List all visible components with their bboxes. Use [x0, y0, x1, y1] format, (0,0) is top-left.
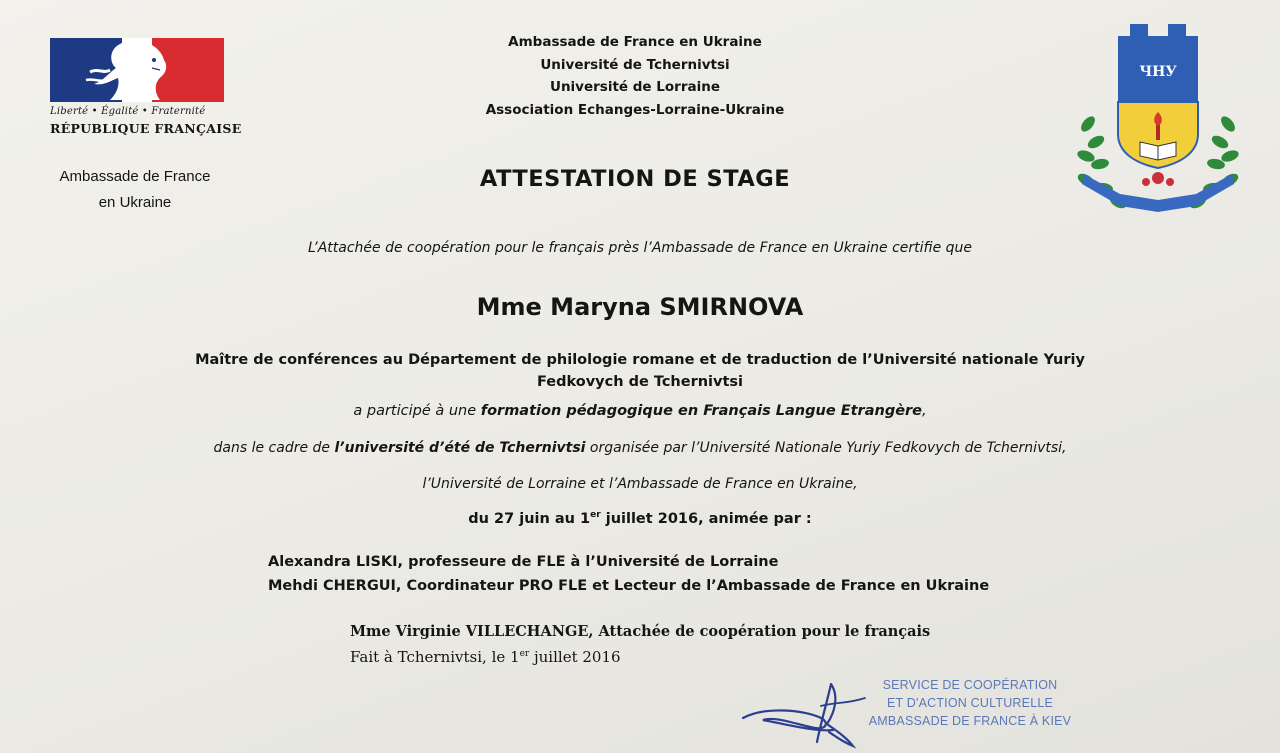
- document-title: ATTESTATION DE STAGE: [479, 166, 791, 192]
- dates-suffix: juillet 2016, animée par :: [600, 510, 812, 527]
- embassy-label: [40, 164, 230, 216]
- recipient-name: Mme Maryna SMIRNOVA: [476, 293, 804, 321]
- signature-icon: [735, 676, 925, 753]
- institution-item: Ambassade de France en Ukraine: [508, 34, 762, 50]
- republic-motto: Liberté • Égalité • Fraternité: [50, 106, 206, 117]
- training-name: formation pédagogique en Français Langue Etrangère: [480, 403, 923, 419]
- republique-francaise-logo: [50, 38, 242, 136]
- place-prefix: Fait à Tchernivtsi, le 1: [350, 648, 520, 666]
- place-and-date: [350, 648, 621, 666]
- trainer-item: Alexandra LISKI, professeure de FLE à l’Université de Lorraine: [268, 554, 779, 570]
- dates-prefix: du 27 juin au 1: [468, 510, 591, 527]
- training-dates: [0, 510, 1280, 527]
- certification-intro: L’Attachée de coopération pour le français près l’Ambassade de France en Ukraine certifie que: [307, 240, 972, 256]
- framework-suffix: organisée par l’Université Nationale Yuriy Fedkovych de Tchernivtsi,: [585, 440, 1067, 456]
- framework-prefix: dans le cadre de: [213, 440, 335, 456]
- institution-item: Université de Lorraine: [549, 79, 720, 95]
- partners-statement: l’Université de Lorraine et l’Ambassade de France en Ukraine,: [422, 476, 858, 492]
- institution-item: Université de Tchernivtsi: [540, 56, 730, 73]
- dates-superscript: er: [590, 510, 601, 520]
- stamp-line3: AMBASSADE DE FRANCE À KIEV: [868, 714, 1072, 728]
- stamp-line2: ET D'ACTION CULTURELLE: [886, 696, 1054, 710]
- marianne-flag-icon: [50, 38, 224, 102]
- place-superscript: er: [519, 649, 530, 659]
- institution-item: Association Echanges-Lorraine-Ukraine: [485, 101, 785, 118]
- participation-statement: [0, 403, 1280, 419]
- crest-label: ЧНУ: [1139, 64, 1177, 80]
- position-line2: Fedkovych de Tchernivtsi: [536, 374, 744, 390]
- framework-statement: [0, 440, 1280, 456]
- stamp-line1: SERVICE DE COOPÉRATION: [882, 678, 1058, 692]
- republic-name: RÉPUBLIQUE FRANÇAISE: [50, 121, 242, 136]
- embassy-label-line2: en Ukraine: [98, 194, 172, 211]
- participation-prefix: a participé à une: [353, 403, 481, 419]
- place-suffix: juillet 2016: [529, 648, 621, 666]
- institutions-list: [380, 31, 890, 121]
- signatory: Mme Virginie VILLECHANGE, Attachée de coopération pour le français: [350, 623, 931, 640]
- trainers-list: [268, 550, 989, 598]
- position-line1: Maître de conférences au Département de philologie romane et de traduction de l’Université nationale Yuriy: [195, 352, 1085, 368]
- university-crest-icon: [1074, 24, 1242, 224]
- trainer-item: Mehdi CHERGUI, Coordinateur PRO FLE et Lecteur de l’Ambassade de France en Ukraine: [268, 578, 990, 594]
- summer-school-name: l’université d’été de Tchernivtsi: [334, 440, 586, 456]
- embassy-label-line1: Ambassade de France: [59, 168, 211, 185]
- participation-suffix: ,: [922, 403, 927, 419]
- recipient-position: [0, 349, 1280, 393]
